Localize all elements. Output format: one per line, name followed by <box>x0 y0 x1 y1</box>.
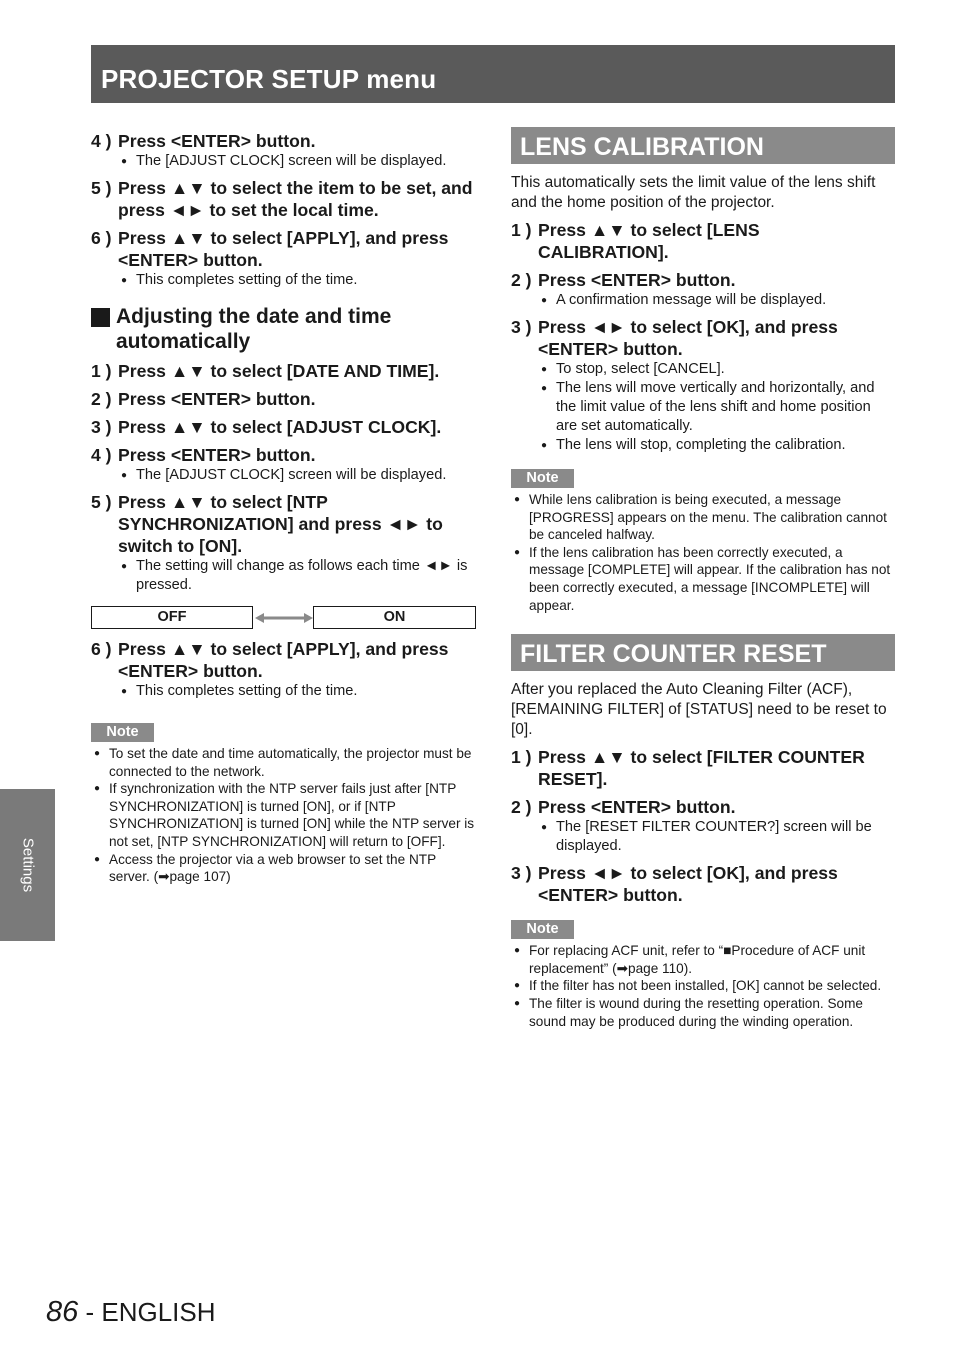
step-number: 3 ) <box>511 317 532 337</box>
note-item: ● If the filter has not been installed, [OK] cannot be selected. <box>511 977 895 995</box>
step-bullets <box>118 466 476 485</box>
step-item <box>511 316 895 455</box>
step-heading <box>511 219 895 263</box>
header-bar <box>91 45 895 103</box>
step-bullets <box>538 291 895 310</box>
step-bullet: ● The setting will change as follows each time ◄► is pressed. <box>118 557 476 595</box>
step-text: Press ▲▼ to select [NTP SYNCHRONIZATION] and press ◄► to switch to [ON]. <box>118 492 443 556</box>
step-text: Press <ENTER> button. <box>118 131 316 151</box>
note-list <box>511 942 895 1030</box>
step-item <box>91 444 476 485</box>
step-heading <box>91 360 476 382</box>
section-bar-lens-calibration <box>511 127 895 164</box>
step-bullets <box>538 818 895 856</box>
step-heading <box>91 177 476 221</box>
step-item <box>511 796 895 856</box>
step-number: 6 ) <box>91 228 112 248</box>
step-text: Press <ENTER> button. <box>538 797 736 818</box>
step-bullets <box>118 682 476 701</box>
step-bullet: ● A confirmation message will be displayed. <box>538 291 895 310</box>
step-bullets <box>118 152 476 171</box>
off-state-box: OFF <box>91 606 253 629</box>
step-item <box>91 130 476 171</box>
subheading-auto-date-time <box>91 304 476 354</box>
double-arrow-icon <box>255 611 313 625</box>
step-text: Press ▲▼ to select [DATE AND TIME]. <box>118 361 440 381</box>
step-heading <box>511 269 895 291</box>
step-text: Press ▲▼ to select [ADJUST CLOCK]. <box>118 417 442 437</box>
step-bullet: ● This completes setting of the time. <box>118 682 476 701</box>
note-item: ● For replacing ACF unit, refer to “■Procedure of ACF unit replacement” (➡page 110). <box>511 942 895 977</box>
step-text: Press <ENTER> button. <box>538 270 736 290</box>
step-heading <box>511 796 895 818</box>
step-number: 6 ) <box>91 639 112 659</box>
left-column <box>91 124 476 886</box>
step-number: 2 ) <box>91 389 112 409</box>
note-item: ● Access the projector via a web browser to set the NTP server. (➡page 107) <box>91 851 476 886</box>
note-block <box>511 469 895 614</box>
steps-list <box>511 746 895 906</box>
on-state-box: ON <box>313 606 476 629</box>
step-item <box>91 177 476 221</box>
step-item <box>91 227 476 290</box>
square-marker-icon <box>91 308 110 327</box>
step-heading <box>91 130 476 152</box>
step-bullet: ● The [ADJUST CLOCK] screen will be displayed. <box>118 152 476 171</box>
step-bullet: ● To stop, select [CANCEL]. <box>538 360 895 379</box>
note-item: ● The filter is wound during the resetting operation. Some sound may be produced during the winding operation. <box>511 995 895 1030</box>
section-title: FILTER COUNTER RESET <box>520 640 827 669</box>
steps-list <box>511 219 895 455</box>
step-number: 3 ) <box>511 863 532 884</box>
step-bullet: ● The [ADJUST CLOCK] screen will be displayed. <box>118 466 476 485</box>
note-item: ● While lens calibration is being executed, a message [PROGRESS] appears on the menu. The calibration cannot be canceled halfway. <box>511 491 895 544</box>
right-column <box>511 127 895 1030</box>
step-number: 1 ) <box>511 747 532 768</box>
note-label: Note <box>511 920 574 939</box>
note-list <box>511 491 895 614</box>
step-heading <box>511 316 895 360</box>
note-item: ● If synchronization with the NTP server fails just after [NTP SYNCHRONIZATION] is turned [ON], or if [NTP SYNCHRONIZATION] is turned [ON] while the NTP server is not set, [NTP SYNCHRONIZATION] will return to [OFF]. <box>91 780 476 850</box>
section-intro: After you replaced the Auto Cleaning Filter (ACF), [REMAINING FILTER] of [STATUS] need to be reset to [0]. <box>511 681 887 739</box>
step-item <box>91 638 476 701</box>
note-block <box>91 723 476 886</box>
page-footer <box>46 1296 216 1329</box>
ntp-sync-diagram <box>91 606 476 632</box>
note-list <box>91 745 476 886</box>
step-bullet: ● The lens will stop, completing the calibration. <box>538 436 895 455</box>
section-intro: This automatically sets the limit value of the lens shift and the home position of the projector. <box>511 174 876 211</box>
step-item <box>511 862 895 906</box>
step-item <box>511 219 895 263</box>
side-tab-settings[interactable] <box>0 789 55 941</box>
steps-list <box>91 638 476 701</box>
page-title: PROJECTOR SETUP menu <box>101 64 437 94</box>
step-item <box>91 416 476 438</box>
step-number: 2 ) <box>511 797 532 818</box>
step-number: 1 ) <box>511 220 532 240</box>
step-number: 4 ) <box>91 445 112 465</box>
step-heading <box>91 388 476 410</box>
steps-list <box>91 130 476 290</box>
step-text: Press ▲▼ to select the item to be set, and press ◄► to set the local time. <box>118 178 473 220</box>
step-text: Press ▲▼ to select [APPLY], and press <ENTER> button. <box>118 639 449 681</box>
step-heading <box>511 862 895 906</box>
step-item <box>91 491 476 595</box>
footer-language: - ENGLISH <box>85 1297 216 1327</box>
step-heading <box>91 638 476 682</box>
step-item <box>511 746 895 790</box>
step-number: 2 ) <box>511 270 532 290</box>
note-item: ● To set the date and time automatically, the projector must be connected to the network. <box>91 745 476 780</box>
section-bar-filter-counter-reset <box>511 634 895 671</box>
section-title: LENS CALIBRATION <box>520 133 764 161</box>
subheading-text: Adjusting the date and time automatically <box>116 305 392 353</box>
step-heading <box>91 227 476 271</box>
step-number: 4 ) <box>91 131 112 151</box>
step-text: Press ▲▼ to select [APPLY], and press <ENTER> button. <box>118 228 449 270</box>
step-text: Press ◄► to select [OK], and press <ENTER> button. <box>538 317 838 359</box>
step-heading <box>91 444 476 466</box>
note-label: Note <box>91 723 154 742</box>
step-bullet: ● The lens will move vertically and horizontally, and the limit value of the lens shift and home position are set automatically. <box>538 379 895 436</box>
step-bullets <box>118 557 476 595</box>
step-item <box>511 269 895 310</box>
step-number: 3 ) <box>91 417 112 437</box>
side-tab-label: Settings <box>19 837 36 893</box>
step-bullet: ● This completes setting of the time. <box>118 271 476 290</box>
step-item <box>91 360 476 382</box>
step-text: Press ◄► to select [OK], and press <ENTER> button. <box>538 863 838 906</box>
note-block <box>511 920 895 1030</box>
page-number: 86 <box>46 1296 79 1328</box>
step-heading <box>91 491 476 557</box>
note-label: Note <box>511 469 574 488</box>
step-bullet: ● The [RESET FILTER COUNTER?] screen will be displayed. <box>538 818 895 856</box>
step-number: 5 ) <box>91 178 112 198</box>
step-heading <box>91 416 476 438</box>
step-heading <box>511 746 895 790</box>
steps-list <box>91 360 476 595</box>
note-item: ● If the lens calibration has been correctly executed, a message [COMPLETE] will appear. If the calibration has not been correctly executed, a message [INCOMPLETE] will appear. <box>511 544 895 614</box>
step-number: 5 ) <box>91 492 112 512</box>
step-text: Press ▲▼ to select [LENS CALIBRATION]. <box>538 220 760 262</box>
step-item <box>91 388 476 410</box>
step-bullets <box>118 271 476 290</box>
step-text: Press <ENTER> button. <box>118 445 316 465</box>
step-text: Press ▲▼ to select [FILTER COUNTER RESET]. <box>538 747 865 790</box>
step-number: 1 ) <box>91 361 112 381</box>
step-text: Press <ENTER> button. <box>118 389 316 409</box>
step-bullets <box>538 360 895 455</box>
